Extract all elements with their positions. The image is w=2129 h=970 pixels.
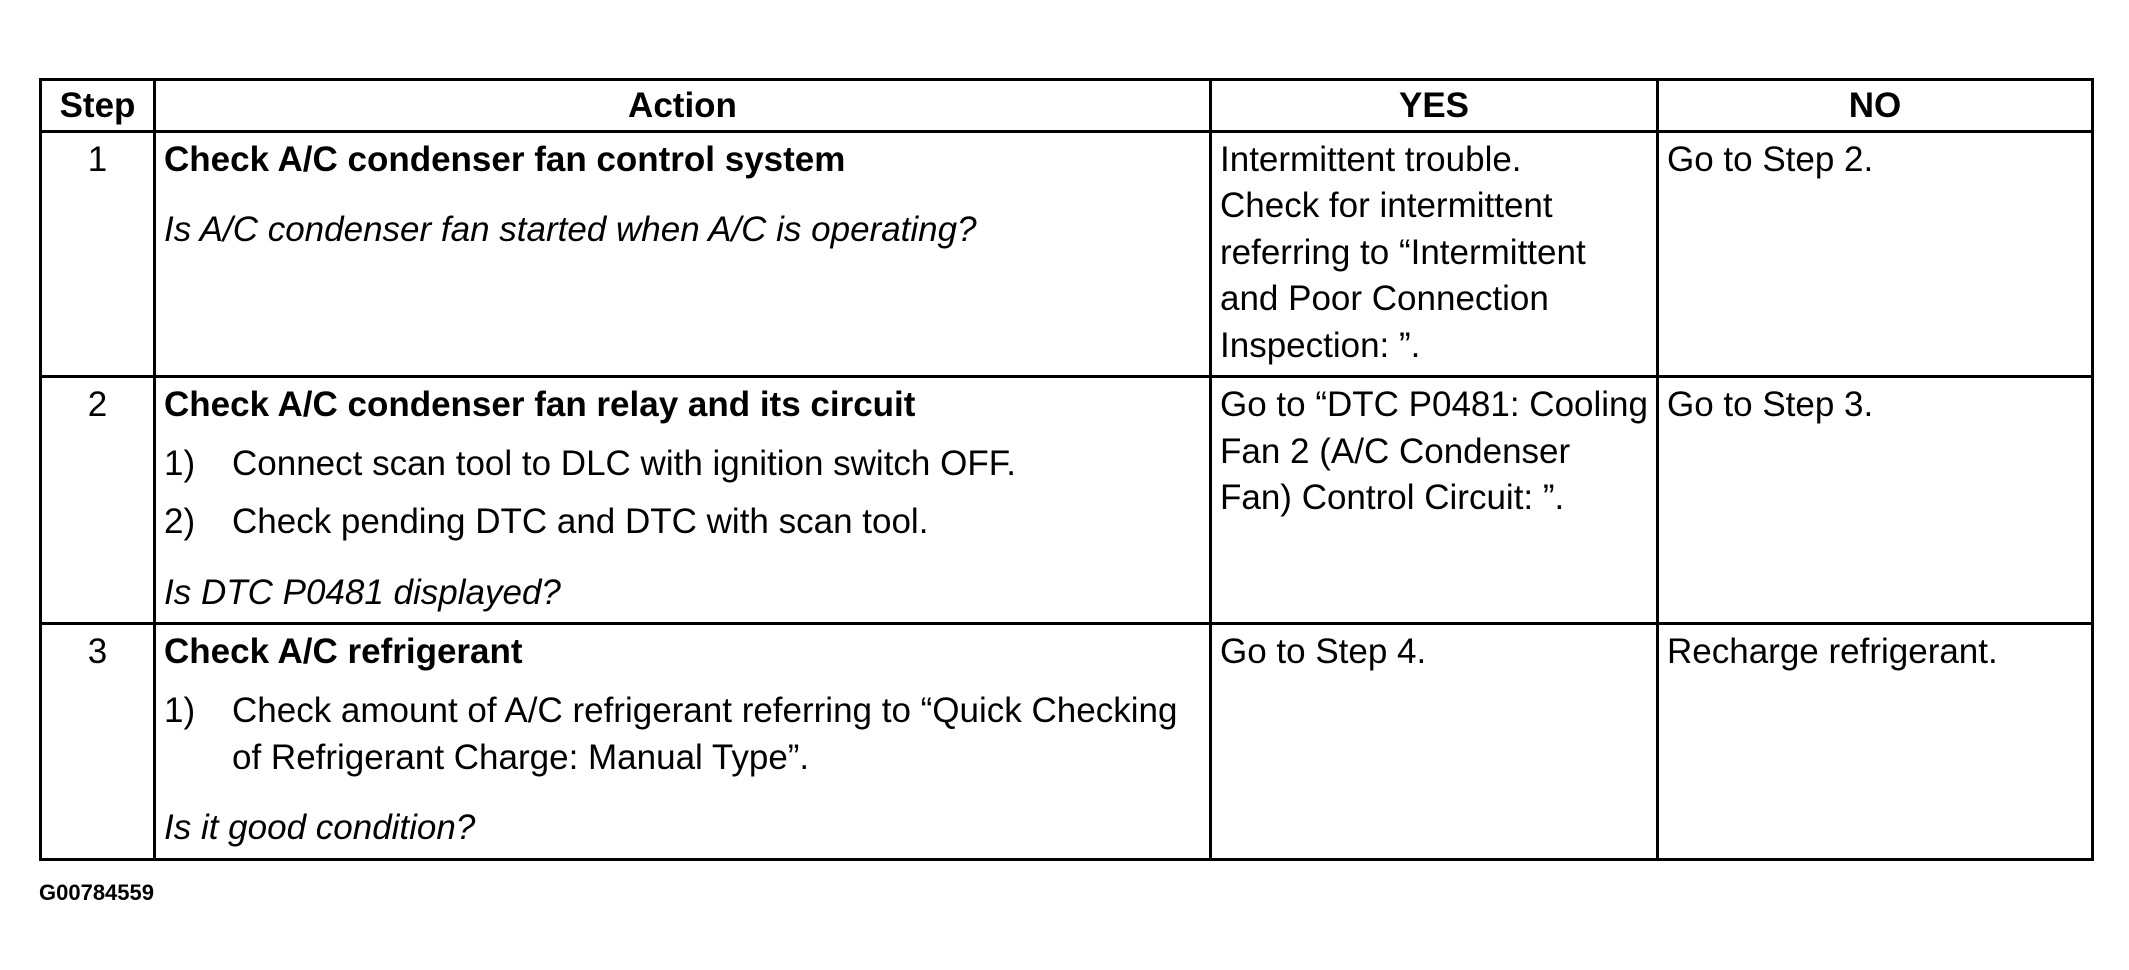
yes-cell: Go to “DTC P0481: Cooling Fan 2 (A/C Condenser Fan) Control Circuit: ”. (1211, 377, 1658, 624)
item-number: 1) (164, 443, 196, 483)
header-step: Step (41, 80, 155, 132)
header-no: NO (1658, 80, 2093, 132)
header-row (41, 80, 2093, 132)
item-text: Connect scan tool to DLC with ignition switch OFF. (232, 443, 1016, 483)
diagnostic-table (39, 78, 2094, 861)
no-cell: Go to Step 3. (1658, 377, 2093, 624)
table-row (41, 377, 2093, 624)
figure-id: G00784559 (39, 880, 154, 905)
action-cell (155, 131, 1211, 377)
action-title: Check A/C condenser fan control system (164, 139, 846, 179)
no-cell: Recharge refrigerant. (1658, 624, 2093, 859)
action-step-item (164, 688, 1201, 781)
item-text: Check amount of A/C refrigerant referring to “Quick Checking of Refrigerant Charge: Manual Type”. (232, 691, 1178, 777)
action-title: Check A/C refrigerant (164, 632, 523, 672)
step-number: 3 (41, 624, 155, 859)
action-cell (155, 377, 1211, 624)
header-yes: YES (1211, 80, 1658, 132)
item-text: Check pending DTC and DTC with scan tool. (232, 502, 929, 542)
action-step-item (164, 499, 1201, 546)
yes-cell: Go to Step 4. (1211, 624, 1658, 859)
yes-text: Check for intermittent referring to “Intermittent and Poor Connection Inspection: ”. (1220, 186, 1586, 365)
yes-text: Intermittent trouble. (1220, 139, 1522, 179)
action-question: Is it good condition? (164, 808, 476, 848)
action-step-item (164, 441, 1201, 488)
action-cell (155, 624, 1211, 859)
step-number: 2 (41, 377, 155, 624)
action-question: Is A/C condenser fan started when A/C is operating? (164, 210, 977, 250)
item-number: 2) (164, 502, 196, 542)
step-number: 1 (41, 131, 155, 377)
action-question: Is DTC P0481 displayed? (164, 572, 561, 612)
action-title: Check A/C condenser fan relay and its circuit (164, 385, 916, 425)
header-action: Action (155, 80, 1211, 132)
item-number: 1) (164, 691, 196, 731)
no-cell: Go to Step 2. (1658, 131, 2093, 377)
table-row (41, 131, 2093, 377)
table-row (41, 624, 2093, 859)
yes-cell (1211, 131, 1658, 377)
